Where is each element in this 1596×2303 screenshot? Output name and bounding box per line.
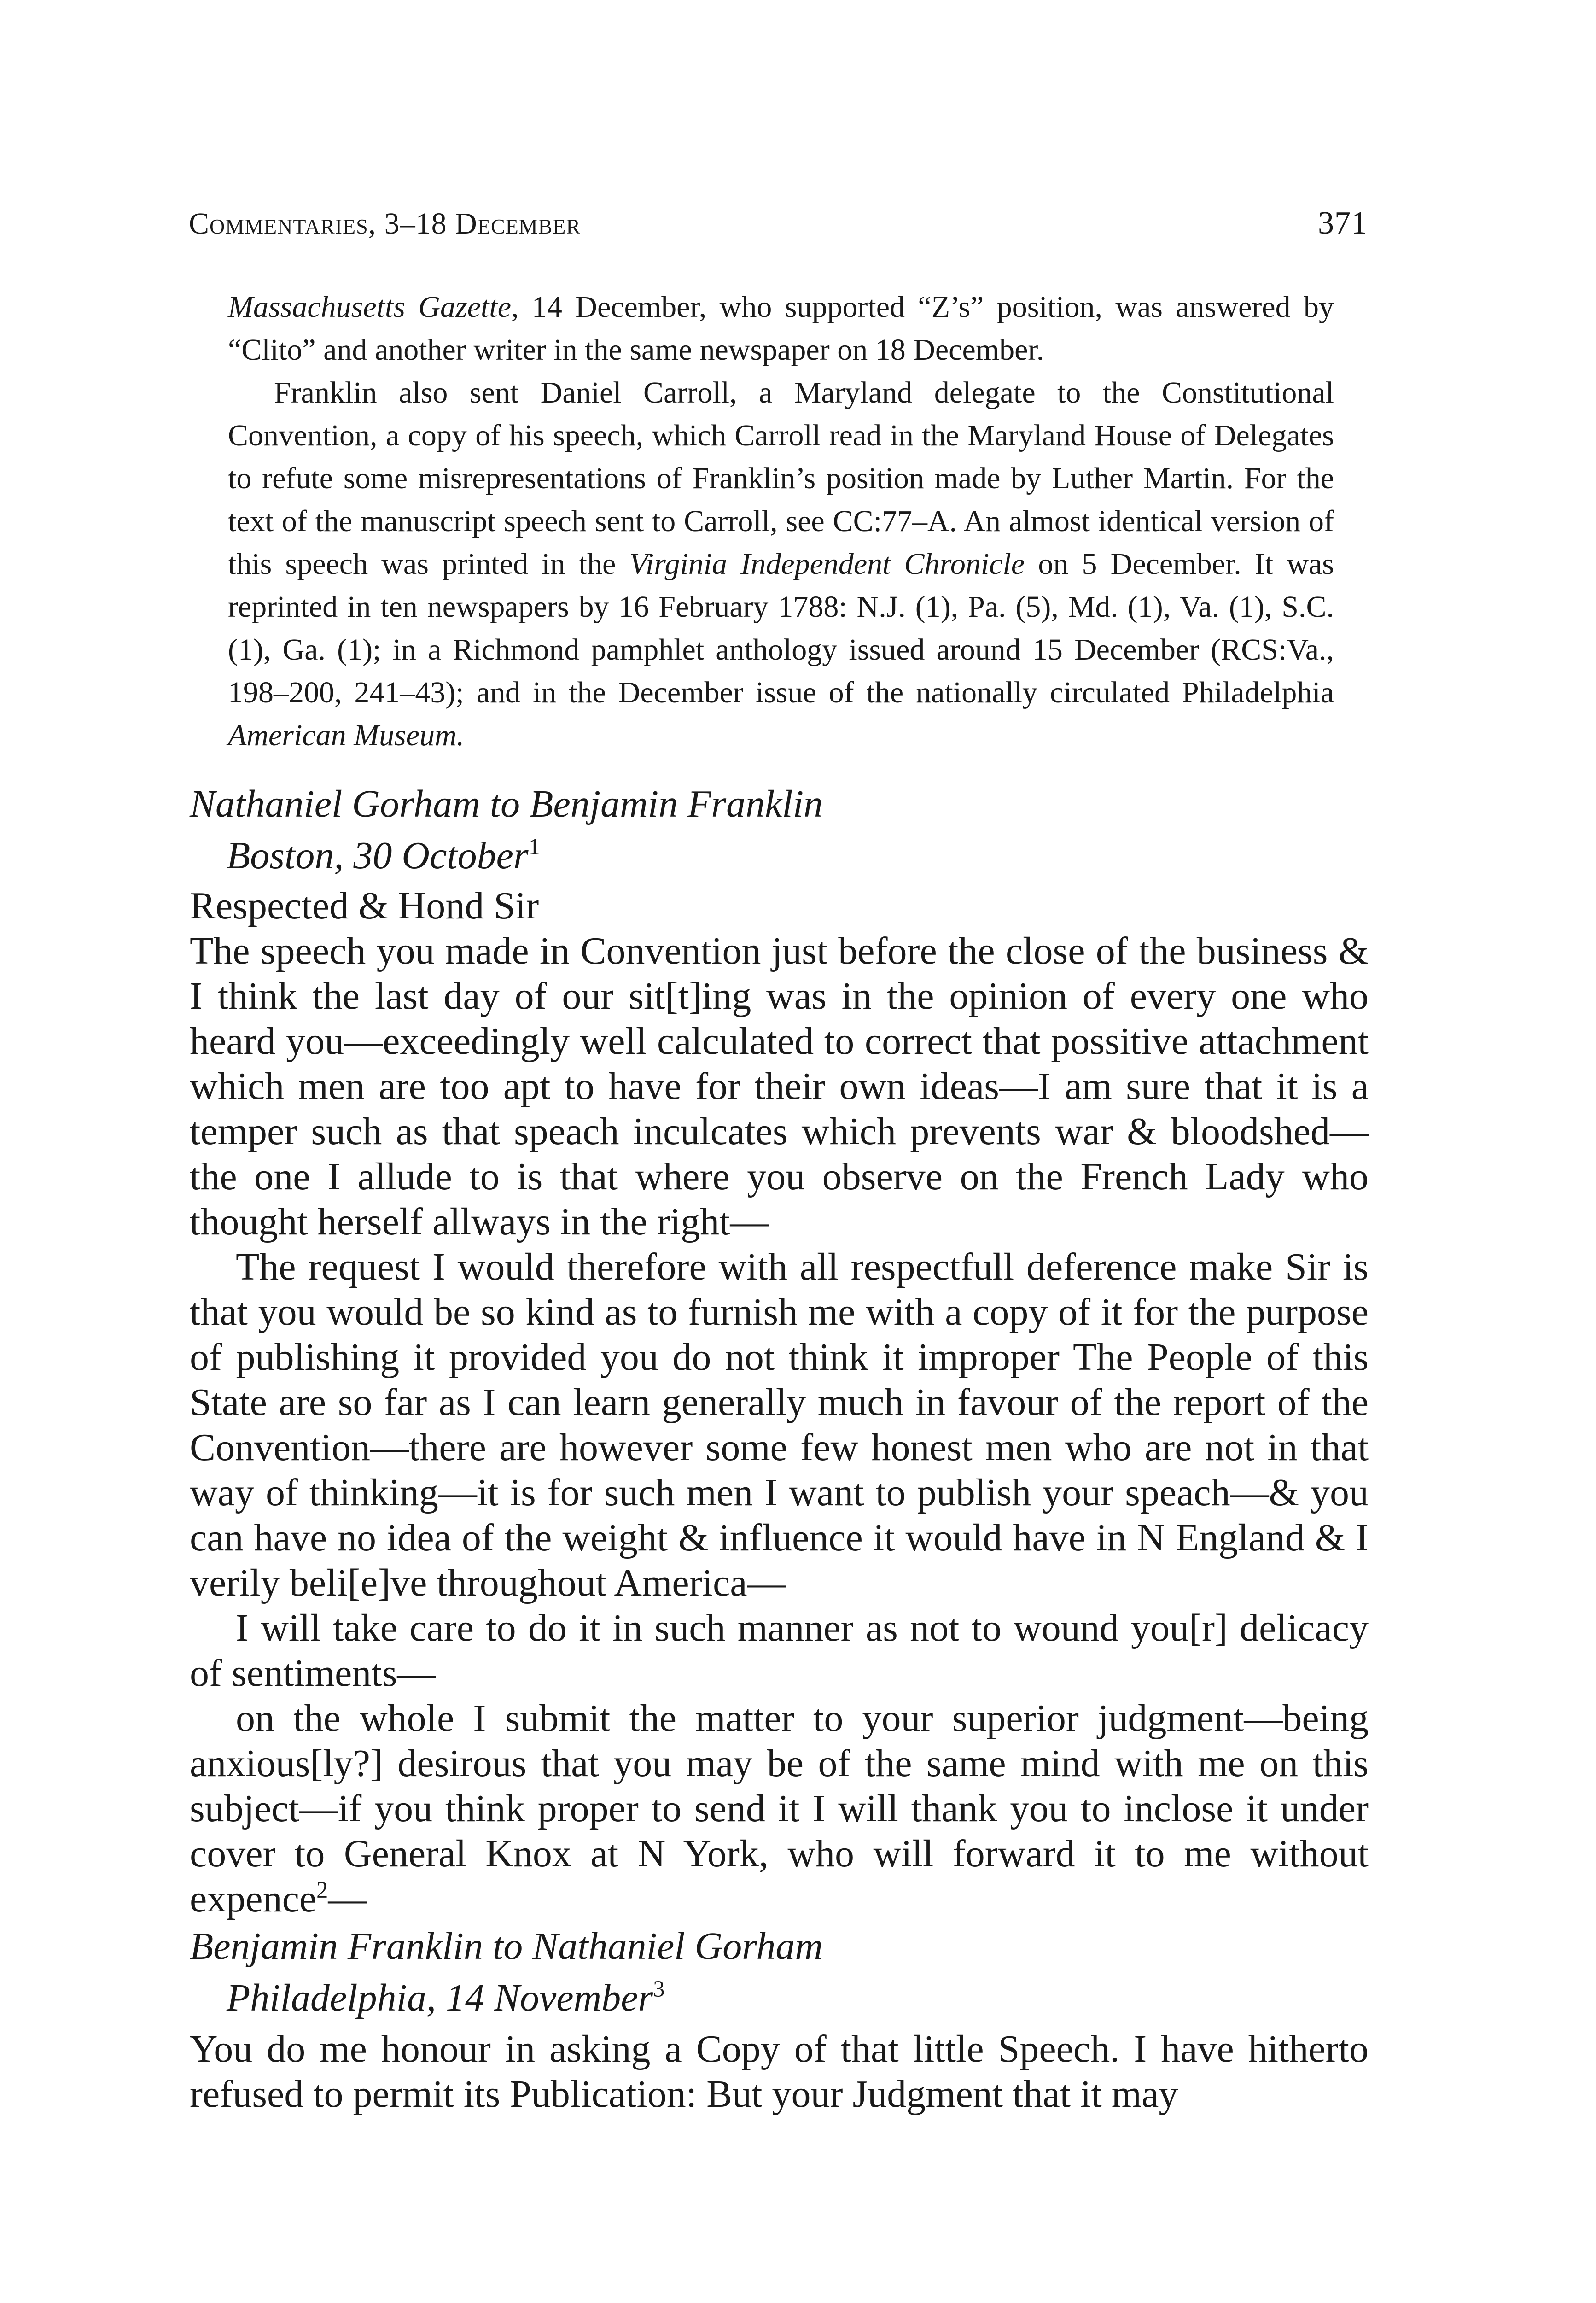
- letter1-paragraph: I will take care to do it in such manner as not to wound you[r] delicacy of sentiments—: [190, 1607, 1369, 1695]
- letter1-place-date: [190, 830, 1369, 882]
- letter1-closing-text: on the whole I submit the matter to your superior judgment—being anxious[ly?] desirous that you may be of the same mind with me on this subject—if you think proper to send it I will thank you to inclose it under cover to General Knox at N York, who will forward it to me without expence: [190, 1697, 1369, 1920]
- note-italic-title: Virginia Independent Chronicle: [629, 547, 1025, 581]
- running-head: [189, 205, 1368, 242]
- footnote-ref: 2: [316, 1876, 328, 1903]
- letter2-place-text: Philadelphia, 14 November: [227, 1976, 653, 2019]
- letter2-heading: [190, 1921, 1369, 2024]
- note-italic-title: American Museum.: [228, 719, 465, 752]
- note-paragraph: [228, 286, 1334, 371]
- letter1-closing: [190, 1696, 1369, 1922]
- footnote-ref: 1: [528, 833, 540, 859]
- note-text: Franklin also sent Daniel Carroll, a Maryland delegate to the Constitutional Convention, a copy of his speech, which Carroll read in the Maryland House of Delegates to refute some misrepresentations of Franklin’s position made by Luther Martin. For the text of the manuscript speech sent to Carroll, see CC:77–A. An almost identical version of this speech was printed in the: [228, 376, 1334, 581]
- footnote-ref: 3: [653, 1976, 665, 2002]
- letter2-title: Benjamin Franklin to Nathaniel Gorham: [190, 1925, 823, 1968]
- letter2-body: [190, 2027, 1369, 2117]
- letter1-salutation: Respected & Hond Sir: [190, 884, 539, 927]
- letter1-paragraph: The request I would therefore with all respectfull deference make Sir is that you would be so kind as to furnish me with a copy of it for the purpose of publishing it provided you do not think it improper The People of this State are so far as I can learn generally much in favour of the report of the Convention—there are however some few honest men who are not in that way of thinking—it is for such men I want to publish your speach—& you can have no idea of the weight & influence it would have in N England & I verily beli[e]ve throughout America—: [190, 1245, 1369, 1604]
- running-head-title: Commentaries, 3–18 December: [189, 207, 581, 240]
- note-italic-title: Massachusetts Gazette,: [228, 290, 519, 324]
- letter1-place-text: Boston, 30 October: [227, 834, 529, 877]
- letter2-place-date: [190, 1972, 1369, 2024]
- page-number: 371: [1318, 205, 1368, 241]
- letter1-paragraph: The speech you made in Convention just before the close of the business & I think the last day of our sit[t]ing was in the opinion of every one who heard you—exceedingly well calculated to correct that possitive attachment which men are too apt to have for their own ideas—I am sure that it is a temper such as that speach inculcates which prevents war & bloodshed—the one I allude to is that where you observe on the French Lady who thought herself allways in the right—: [190, 929, 1369, 1243]
- letter1-closing-dash: —: [328, 1877, 367, 1920]
- editorial-note: [228, 286, 1334, 757]
- letter1-body: [190, 883, 1369, 1922]
- note-paragraph: [228, 371, 1334, 757]
- note-text: on 5 December. It was reprinted in ten newspapers by 16 February 1788: N.J. (1), Pa. (5), Md. (1), Va. (1), S.C. (1), Ga. (1); in a Richmond pamphlet anthology issued around 15 December (RCS:Va., 198–200, 241–43); and in the December issue of the nationally circulated Philadelphia: [228, 547, 1334, 709]
- letter1-heading: [190, 778, 1369, 882]
- note-text: 14 December, who supported “Z’s” position, was answered by “Clito” and another writer in the same newspaper on 18 December.: [228, 290, 1334, 367]
- letter2-paragraph: You do me honour in asking a Copy of that little Speech. I have hitherto refused to permit its Publication: But your Judgment that it may: [190, 2028, 1369, 2116]
- letter1-title: Nathaniel Gorham to Benjamin Franklin: [190, 783, 823, 825]
